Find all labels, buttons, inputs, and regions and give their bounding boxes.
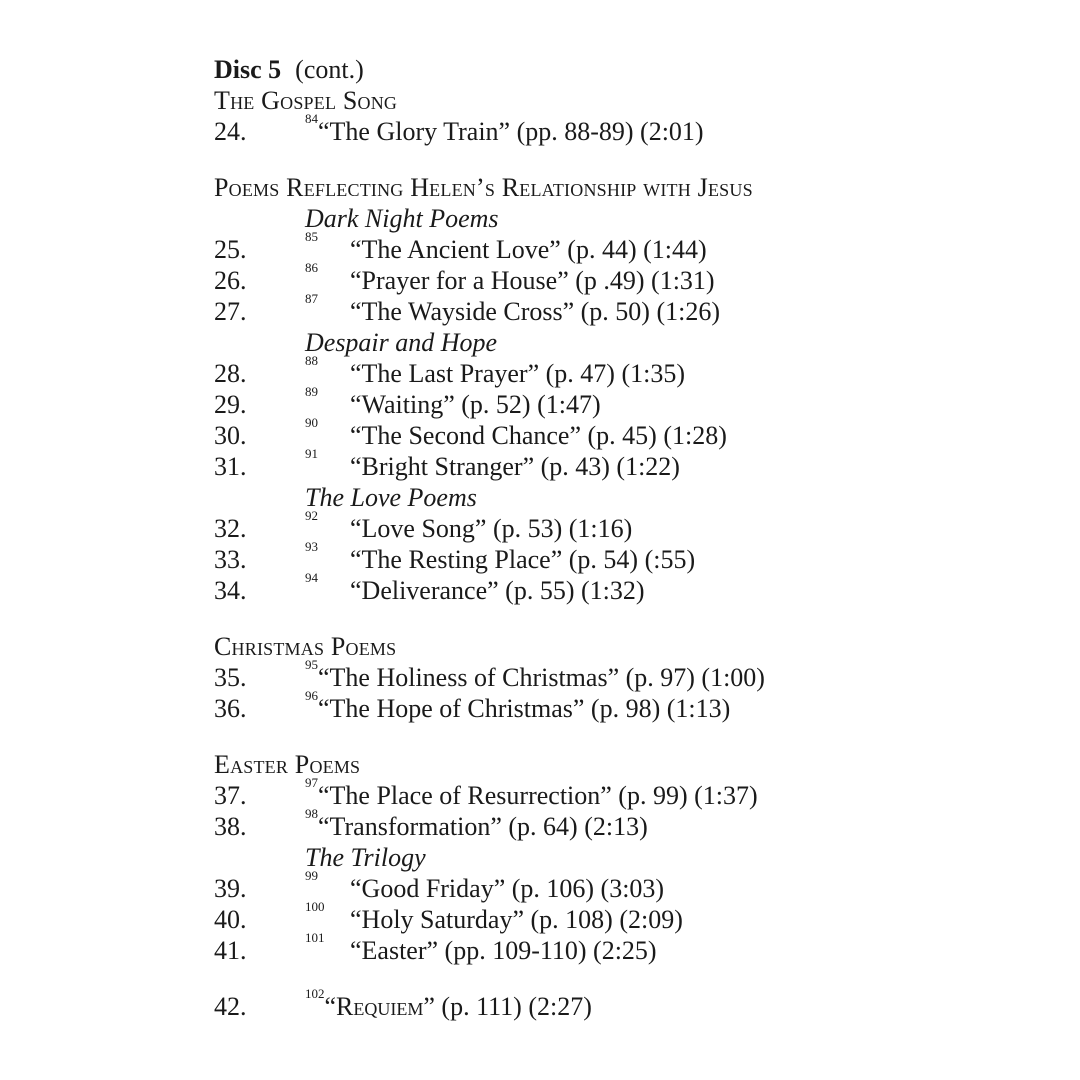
footnote-marker: 102	[305, 986, 325, 1001]
track-row	[214, 688, 1034, 724]
track-title: “Deliverance” (p. 55) (1:32)	[350, 576, 645, 605]
footnote-marker: 98	[305, 806, 318, 821]
track-number: 31.	[214, 452, 247, 481]
subheading-love-poems: The Love Poems	[305, 483, 477, 512]
track-number: 37.	[214, 781, 247, 810]
track-title: “The Ancient Love” (p. 44) (1:44)	[350, 235, 707, 264]
footnote-marker: 87	[305, 291, 318, 306]
subheading-dark-night-poems: Dark Night Poems	[305, 204, 499, 233]
track-number: 30.	[214, 421, 247, 450]
footnote-marker: 94	[305, 570, 318, 585]
track-title: “The Resting Place” (p. 54) (:55)	[350, 545, 696, 574]
footnote-marker: 91	[305, 446, 318, 461]
section-heading-jesus-poems: Poems Reflecting Helen’s Relationship with Jesus	[214, 173, 753, 202]
track-row	[214, 775, 1034, 811]
footnote-marker: 96	[305, 688, 318, 703]
footnote-marker: 97	[305, 775, 318, 790]
track-title: “The Last Prayer” (p. 47) (1:35)	[350, 359, 685, 388]
track-title-open-quote: “	[324, 992, 337, 1021]
track-title: “The Second Chance” (p. 45) (1:28)	[350, 421, 727, 450]
footnote-marker: 84	[305, 111, 318, 126]
track-title-rest: ” (p. 111) (2:27)	[423, 992, 592, 1021]
track-title: “Prayer for a House” (p .49) (1:31)	[350, 266, 715, 295]
track-title: “Holy Saturday” (p. 108) (2:09)	[350, 905, 683, 934]
track-number: 27.	[214, 297, 247, 326]
track-title: “The Glory Train” (pp. 88-89) (2:01)	[318, 117, 704, 146]
footnote-marker: 90	[305, 415, 318, 430]
disc-label: Disc 5	[214, 55, 282, 84]
track-row	[214, 930, 1034, 966]
track-list-page	[214, 54, 1034, 1022]
section-heading-christmas-poems: Christmas Poems	[214, 632, 397, 661]
footnote-marker: 85	[305, 229, 318, 244]
track-number: 36.	[214, 694, 247, 723]
disc-heading	[214, 54, 1034, 85]
section-heading-gospel-song: The Gospel Song	[214, 86, 398, 115]
track-title-word: Requiem	[336, 992, 424, 1021]
track-row	[214, 806, 1034, 842]
track-number: 42.	[214, 992, 247, 1021]
track-title: “The Hope of Christmas” (p. 98) (1:13)	[318, 694, 731, 723]
track-number: 33.	[214, 545, 247, 574]
footnote-marker: 88	[305, 353, 318, 368]
track-number: 25.	[214, 235, 247, 264]
track-row	[214, 570, 1034, 606]
track-title: “Waiting” (p. 52) (1:47)	[350, 390, 601, 419]
footnote-marker: 100	[305, 899, 325, 914]
section-heading-easter-poems: Easter Poems	[214, 750, 361, 779]
track-title: “Good Friday” (p. 106) (3:03)	[350, 874, 665, 903]
track-row	[214, 111, 1034, 147]
track-number: 40.	[214, 905, 247, 934]
track-number: 32.	[214, 514, 247, 543]
footnote-marker: 89	[305, 384, 318, 399]
track-row	[214, 291, 1034, 327]
subheading-despair-and-hope: Despair and Hope	[305, 328, 498, 357]
footnote-marker: 86	[305, 260, 318, 275]
subheading-the-trilogy: The Trilogy	[305, 843, 426, 872]
track-title: “The Holiness of Christmas” (p. 97) (1:00)	[318, 663, 765, 692]
track-title: “Transformation” (p. 64) (2:13)	[318, 812, 648, 841]
track-number: 34.	[214, 576, 247, 605]
footnote-marker: 95	[305, 657, 318, 672]
track-number: 26.	[214, 266, 247, 295]
footnote-marker: 92	[305, 508, 318, 523]
track-number: 24.	[214, 117, 247, 146]
track-row	[214, 657, 1034, 693]
disc-continued-note: (cont.)	[295, 55, 364, 84]
track-row	[214, 446, 1034, 482]
footnote-marker: 99	[305, 868, 318, 883]
track-number: 29.	[214, 390, 247, 419]
footnote-marker: 101	[305, 930, 325, 945]
footnote-marker: 93	[305, 539, 318, 554]
track-number: 38.	[214, 812, 247, 841]
track-number: 41.	[214, 936, 247, 965]
track-title: “The Place of Resurrection” (p. 99) (1:37)	[318, 781, 758, 810]
track-title: “The Wayside Cross” (p. 50) (1:26)	[350, 297, 721, 326]
track-row-requiem	[214, 986, 1034, 1022]
track-title	[325, 992, 592, 1021]
track-title: “Bright Stranger” (p. 43) (1:22)	[350, 452, 680, 481]
track-number: 39.	[214, 874, 247, 903]
track-title: “Easter” (pp. 109-110) (2:25)	[350, 936, 657, 965]
track-number: 28.	[214, 359, 247, 388]
track-number: 35.	[214, 663, 247, 692]
track-title: “Love Song” (p. 53) (1:16)	[350, 514, 633, 543]
